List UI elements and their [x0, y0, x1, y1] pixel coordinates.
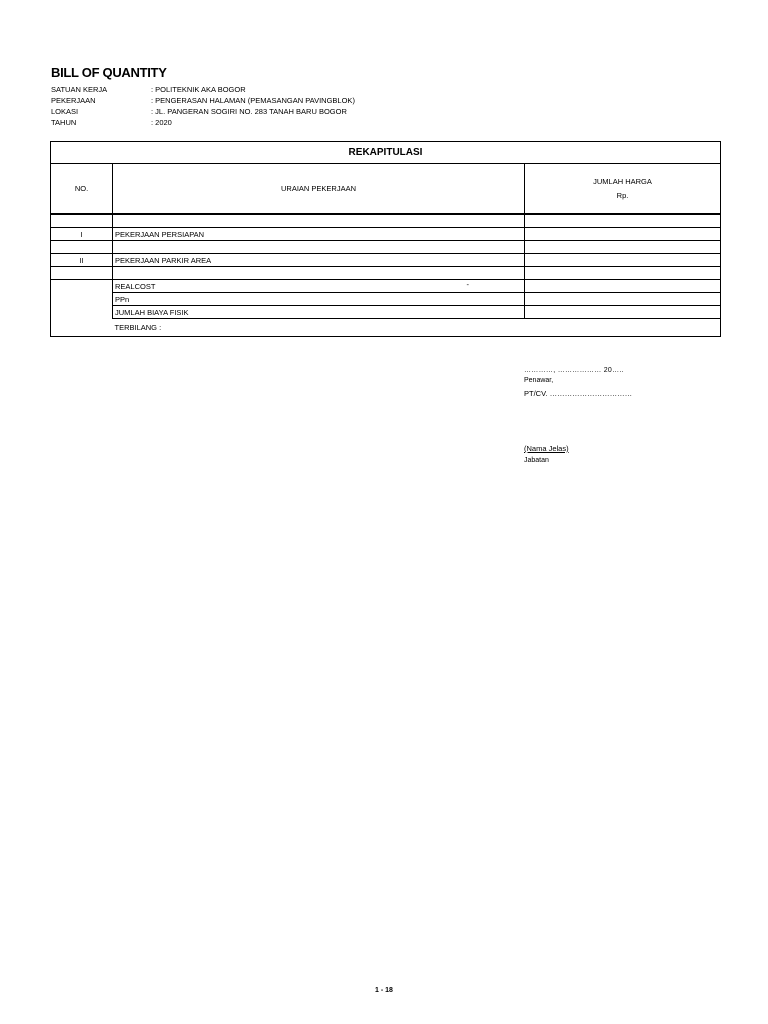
document-info	[51, 84, 355, 128]
terbilang-label: TERBILANG :	[113, 319, 721, 337]
cell-desc	[113, 241, 525, 254]
table-header-row	[51, 164, 721, 215]
info-value: : JL. PANGERAN SOGIRI NO. 283 TANAH BARU BOGOR	[151, 107, 347, 116]
realcost-value: -	[466, 280, 469, 289]
signature-block	[524, 367, 633, 464]
document-title: BILL OF QUANTITY	[51, 65, 167, 80]
place-date: …………, ……………… 20…..	[524, 367, 624, 374]
header-currency: Rp.	[616, 190, 629, 200]
table-row-empty	[51, 241, 721, 254]
terbilang-row	[51, 319, 721, 337]
table-row-empty	[51, 267, 721, 280]
realcost-label: REALCOST	[115, 281, 156, 291]
cell-amount	[525, 293, 721, 306]
cell-amount	[525, 228, 721, 241]
info-label: TAHUN	[51, 118, 77, 127]
header-jumlah-harga	[525, 164, 721, 215]
table-row	[51, 228, 721, 241]
jumlah-biaya-row	[51, 306, 721, 319]
cell-no	[51, 214, 113, 228]
table-row	[51, 254, 721, 267]
page-number: 1 - 18	[375, 987, 393, 994]
ppn-row	[51, 293, 721, 306]
info-label: SATUAN KERJA	[51, 85, 108, 94]
cell-no	[51, 267, 113, 280]
signatory-name: (Nama Jelas)	[524, 444, 569, 453]
rekapitulasi-table	[50, 141, 721, 337]
info-label: LOKASI	[51, 107, 79, 116]
penawar-label: Penawar,	[524, 377, 554, 384]
table-title: REKAPITULASI	[51, 142, 721, 164]
signatory-position: Jabatan	[524, 457, 549, 464]
info-value: : PENGERASAN HALAMAN (PEMASANGAN PAVINGBLOK)	[151, 96, 355, 105]
cell-desc	[113, 280, 525, 293]
cell-no: II	[51, 254, 113, 267]
jumlah-biaya-label: JUMLAH BIAYA FISIK	[113, 306, 525, 319]
header-uraian: URAIAN PEKERJAAN	[113, 164, 525, 215]
cell-no: I	[51, 228, 113, 241]
cell-amount	[525, 280, 721, 293]
header-jumlah-harga-label: JUMLAH HARGA	[593, 176, 652, 186]
cell-amount	[525, 306, 721, 319]
cell-amount	[525, 267, 721, 280]
cell-no	[51, 293, 113, 306]
cell-amount	[525, 254, 721, 267]
cell-amount	[525, 241, 721, 254]
info-pekerjaan	[51, 95, 355, 106]
company-name: PT/CV. ……………………………	[524, 389, 633, 398]
table-title-row	[51, 142, 721, 164]
cell-desc: PEKERJAAN PARKIR AREA	[113, 254, 525, 267]
info-value: : POLITEKNIK AKA BOGOR	[151, 85, 246, 94]
realcost-row	[51, 280, 721, 293]
table-row-empty	[51, 214, 721, 228]
cell-no	[51, 306, 113, 319]
cell-no	[51, 319, 113, 337]
info-satuan-kerja	[51, 84, 355, 95]
cell-desc	[113, 214, 525, 228]
cell-desc	[113, 267, 525, 280]
cell-desc: PEKERJAAN PERSIAPAN	[113, 228, 525, 241]
ppn-label: PPn	[113, 293, 525, 306]
header-no: NO.	[51, 164, 113, 215]
info-value: : 2020	[151, 118, 172, 127]
info-label: PEKERJAAN	[51, 96, 96, 105]
cell-amount	[525, 214, 721, 228]
cell-no	[51, 280, 113, 293]
info-lokasi	[51, 106, 355, 117]
cell-no	[51, 241, 113, 254]
info-tahun	[51, 117, 355, 128]
